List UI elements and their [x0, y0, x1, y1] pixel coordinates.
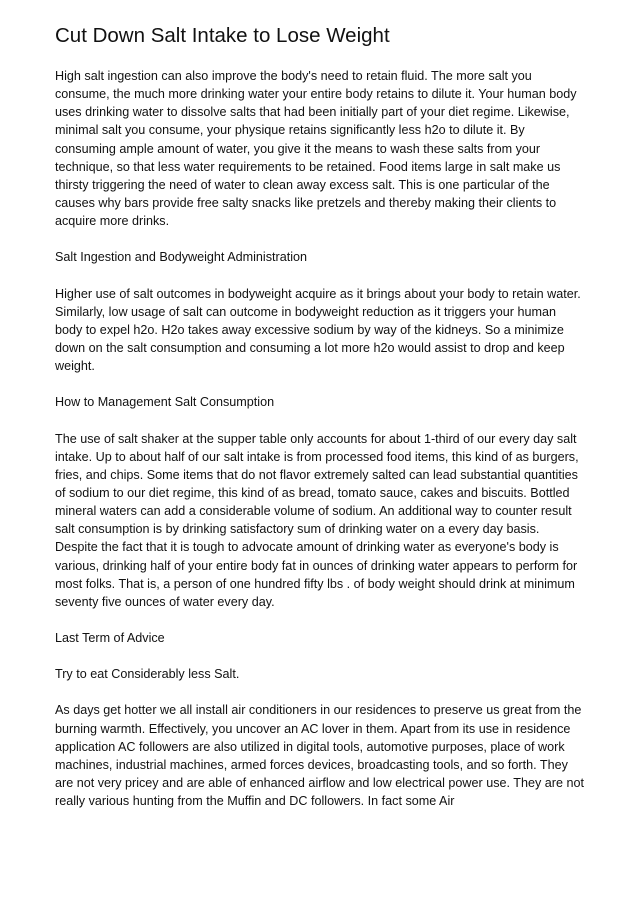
paragraph-salt-weight: Higher use of salt outcomes in bodyweight acquire as it brings about your body to retain water. Similarly, low usage of salt can outcome in bodyweight reduction as it triggers your human body to expel h2o. H2o takes away excessive sodium by way of the kidneys. So a minimize down on the salt consumption and consuming a lot more h2o would assist to drop and keep weight. [55, 286, 581, 374]
document-page [55, 22, 585, 828]
paragraph-ac-fans: As days get hotter we all install air conditioners in our residences to preserve us great from the burning warmth. Effectively, you uncover an AC lover in them. Apart from its use in residence application AC followers are also utilized in digital tools, automotive purposes, place of work machines, industrial machines, armed forces devices, broadcasting tools, and so forth. They are not very pricey and are able of enhanced airflow and low electrical power use. They are not really various hunting from the Muffin and DC followers. In fact some Air [55, 703, 585, 809]
page-title: Cut Down Salt Intake to Lose Weight [55, 24, 390, 47]
section-heading-advice: Last Term of Advice [55, 631, 165, 646]
paragraph-advice: Try to eat Considerably less Salt. [55, 667, 240, 682]
paragraph-salt-fluid: High salt ingestion can also improve the body's need to retain fluid. The more salt you consume, the much more drinking water your entire body retains to dilute it. Your human body uses drinking water to dissolve salts that had been initially part of your diet regime. Likewise, minimal salt you consume, your physique retains significantly less h2o to dilute it. By consuming ample amount of water, you give it the means to wash these salts from your technique, so that less water requirements to be retained. Food items large in salt make us thirsty triggering the need of water to clean away excess salt. This is one particular of the causes why bars provide free salty snacks like pretzels and thereby making their clients to acquire more drinks. [55, 69, 577, 229]
section-heading-salt-ingestion: Salt Ingestion and Bodyweight Administration [55, 250, 308, 265]
paragraph-salt-sources: The use of salt shaker at the supper table only accounts for about 1-third of our every day salt intake. Up to about half of our salt intake is from processed food items, this kind of as burgers, fries, and chips. Some items that do not flavor extremely salted can lead substantial quantities of sodium to our diet regime, this kind of as bread, tomato sauce, cakes and biscuits. Bottled mineral waters can add a considerable volume of sodium. An additional way to counter result salt consumption is by drinking satisfactory sum of drinking water on a every day basis. Despite the fact that it is tough to advocate amount of drinking water as everyone's body is various, drinking half of your entire body fat in ounces of drinking water appears to perform for most folks. That is, a person of one hundred fifty lbs . of body weight should drink at minimum seventy five ounces of water every day. [55, 431, 579, 609]
section-heading-salt-management: How to Management Salt Consumption [55, 395, 275, 410]
